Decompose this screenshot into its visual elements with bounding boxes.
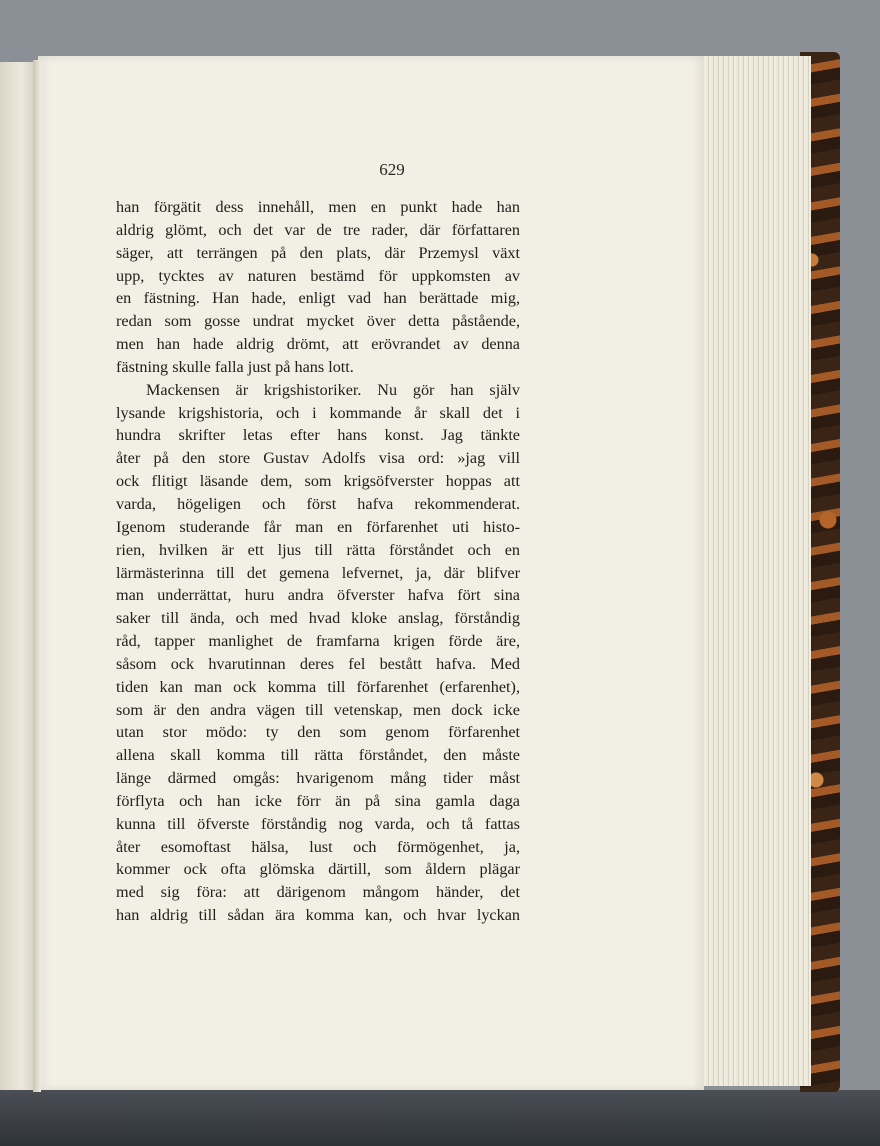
text-line: utan stor mödo: ty den som genom förfarenhet	[116, 723, 520, 742]
text-line: länge därmed omgås: hvarigenom mång tider måst	[116, 769, 520, 788]
text-line: varda, högeligen och först hafva rekommenderat.	[116, 494, 520, 513]
text-line: man underrättat, huru andra öfverster hafva fört sina	[116, 586, 520, 605]
table-shadow	[0, 1090, 880, 1146]
text-line: såsom ock hvarutinnan deres fel bestått hafva. Med	[116, 654, 520, 673]
text-line: som är den andra vägen till vetenskap, men dock icke	[116, 700, 520, 719]
text-line: med sig föra: att därigenom mångom händer, det	[116, 883, 520, 902]
text-line: Mackensen är krigshistoriker. Nu gör han själv	[146, 380, 520, 399]
text-line: en fästning. Han hade, enligt vad han berättade mig,	[116, 289, 520, 308]
body-text	[116, 196, 520, 927]
page-stack-edge	[700, 56, 811, 1086]
text-line: åter esomoftast hälsa, lust och förmögenhet, ja,	[116, 837, 520, 856]
page-number: 629	[379, 160, 405, 179]
text-line: saker till ända, och med hvad kloke anslag, förståndig	[116, 609, 520, 628]
text-line: han förgätit dess innehåll, men en punkt hade han	[116, 198, 520, 216]
text-line: han aldrig till sådan ära komma kan, och hvar lyckan	[116, 906, 520, 925]
text-line: hundra skrifter letas efter hans konst. Jag tänkte	[116, 426, 520, 445]
text-line: råd, tapper manlighet de framfarna krigen förde äre,	[116, 632, 520, 651]
book-page	[38, 56, 704, 1090]
text-line: upp, tycktes av naturen bestämd för uppkomsten av	[116, 266, 520, 285]
book-gutter	[33, 60, 41, 1092]
text-line: men han hade aldrig drömt, att erövrandet av denna	[116, 335, 520, 354]
left-page-edge	[0, 62, 37, 1090]
text-line: åter på den store Gustav Adolfs visa ord: »jag vill	[116, 449, 520, 468]
text-line: Igenom studerande får man en förfarenhet uti histo-	[116, 517, 520, 536]
text-line: förflyta och han icke förr än på sina gamla daga	[116, 791, 520, 810]
text-line: allena skall komma till rätta förståndet, den måste	[116, 746, 520, 765]
text-line: fästning skulle falla just på hans lott.	[116, 357, 354, 376]
text-line: redan som gosse undrat mycket över detta påstående,	[116, 312, 520, 331]
text-line: kommer ock ofta glömska därtill, som åldern plägar	[116, 860, 520, 879]
text-line: säger, att terrängen på den plats, där Przemysl växt	[116, 243, 520, 262]
text-line: kunna till öfverste förståndig nog varda, och tå fattas	[116, 814, 520, 833]
text-line: ock flitigt läsande dem, som krigsöfverster hoppas att	[116, 472, 520, 491]
text-line: lysande krigshistoria, och i kommande år skall det i	[116, 403, 520, 422]
text-line: aldrig glömt, och det var de tre rader, där författaren	[116, 220, 520, 239]
text-line: rien, hvilken är ett ljus till rätta förståndet och en	[116, 540, 520, 559]
text-line: tiden kan man ock komma till förfarenhet (erfarenhet),	[116, 677, 520, 696]
text-line: lärmästerinna till det gemena lefvernet, ja, där blifver	[116, 563, 520, 582]
